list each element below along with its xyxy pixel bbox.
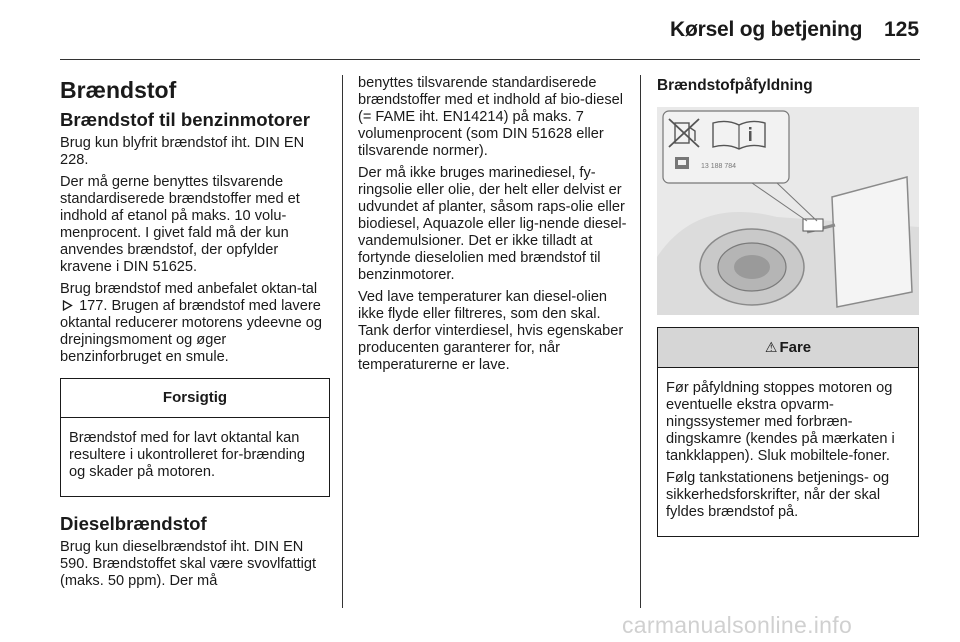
danger-title-row xyxy=(658,328,918,368)
danger-box xyxy=(657,327,919,537)
column-1 xyxy=(60,75,330,595)
column-divider-right xyxy=(640,75,641,608)
column-3 xyxy=(657,75,919,537)
caution-title: Forsigtig xyxy=(61,379,329,418)
header-rule xyxy=(60,59,920,60)
paragraph-text: Brug brændstof med anbefalet oktan-tal xyxy=(60,281,318,297)
danger-title: Fare xyxy=(779,339,812,356)
figure-number: 13 188 784 xyxy=(701,163,737,170)
petrol-fuel-heading: Brændstof til benzinmotorer xyxy=(60,109,310,130)
page-reference-arrow-icon xyxy=(62,300,73,311)
paragraph xyxy=(60,281,330,366)
paragraph: Ved lave temperaturer kan diesel-olien ikke flyde eller filtreres, som den skal. Tank derfor vinterdiesel, hvis egenskaber producenten garanterer for, når temperaturerne er lave. xyxy=(358,289,624,373)
caution-box xyxy=(60,378,330,497)
danger-body xyxy=(658,368,918,536)
site-watermark: carmanualsonline.info xyxy=(622,612,853,638)
paragraph: Der må ikke bruges marinediesel, fy-ringsolie eller olie, der helt eller delvist er udvundet af planter, såsom raps-olie eller biodiesel, Aquazole eller lig-nende diesel-vandemulsioner. Det er ikke tilladt at fortynde dieselolien med brændstof til benzinmotorer. xyxy=(358,165,627,283)
column-divider-left xyxy=(342,75,343,608)
section-heading: Brændstof xyxy=(60,77,177,103)
column-2 xyxy=(358,75,628,379)
warning-triangle-icon: ⚠ xyxy=(764,339,778,355)
diesel-fuel-heading: Dieselbrændstof xyxy=(60,513,207,534)
danger-text: Før påfyldning stoppes motoren og eventuelle ekstra opvarm-ningssystemer med forbræn-dingskamre (kendes på mærkaten i tankklappen). Sluk mobiltele-foner. xyxy=(666,380,895,464)
caution-body xyxy=(61,418,329,496)
paragraph: Der må gerne benyttes tilsvarende standardiserede brændstoffer med et indhold af etanol på maks. 10 volu-menprocent. I givet fald må der kun anvendes brændstof, der opfylder kravene i DIN 51625. xyxy=(60,174,300,275)
auxiliary-heater-icon xyxy=(675,157,689,169)
paragraph-text: 177. Brugen af brændstof med lavere oktantal reducerer motorens ydeevne og drejningsmoment og øger benzinforbruget en smule. xyxy=(60,298,323,365)
paragraph: Brug kun blyfrit brændstof iht. DIN EN 228. xyxy=(60,135,305,168)
fuel-filler-flap-illustration xyxy=(657,107,919,315)
danger-text: Følg tankstationens betjenings- og sikkerhedsforskrifter, når der skal fyldes brændstof på. xyxy=(666,470,890,520)
caution-text: Brændstof med for lavt oktantal kan resultere i ukontrolleret for-brænding og skader på motoren. xyxy=(69,430,306,480)
paragraph: Brug kun dieselbrændstof iht. DIN EN 590. Brændstoffet skal være svovlfattigt (maks. 50 ppm). Der må xyxy=(60,539,317,589)
page-header-title: Kørsel og betjening xyxy=(670,18,863,41)
refuelling-heading: Brændstofpåfyldning xyxy=(657,77,813,94)
page-number: 125 xyxy=(884,18,920,41)
paragraph: benyttes tilsvarende standardiserede brændstoffer med et indhold af bio-diesel (= FAME iht. EN14214) på maks. 7 volumenprocent (som DIN 51628 eller tilsvarende normer). xyxy=(358,75,624,159)
